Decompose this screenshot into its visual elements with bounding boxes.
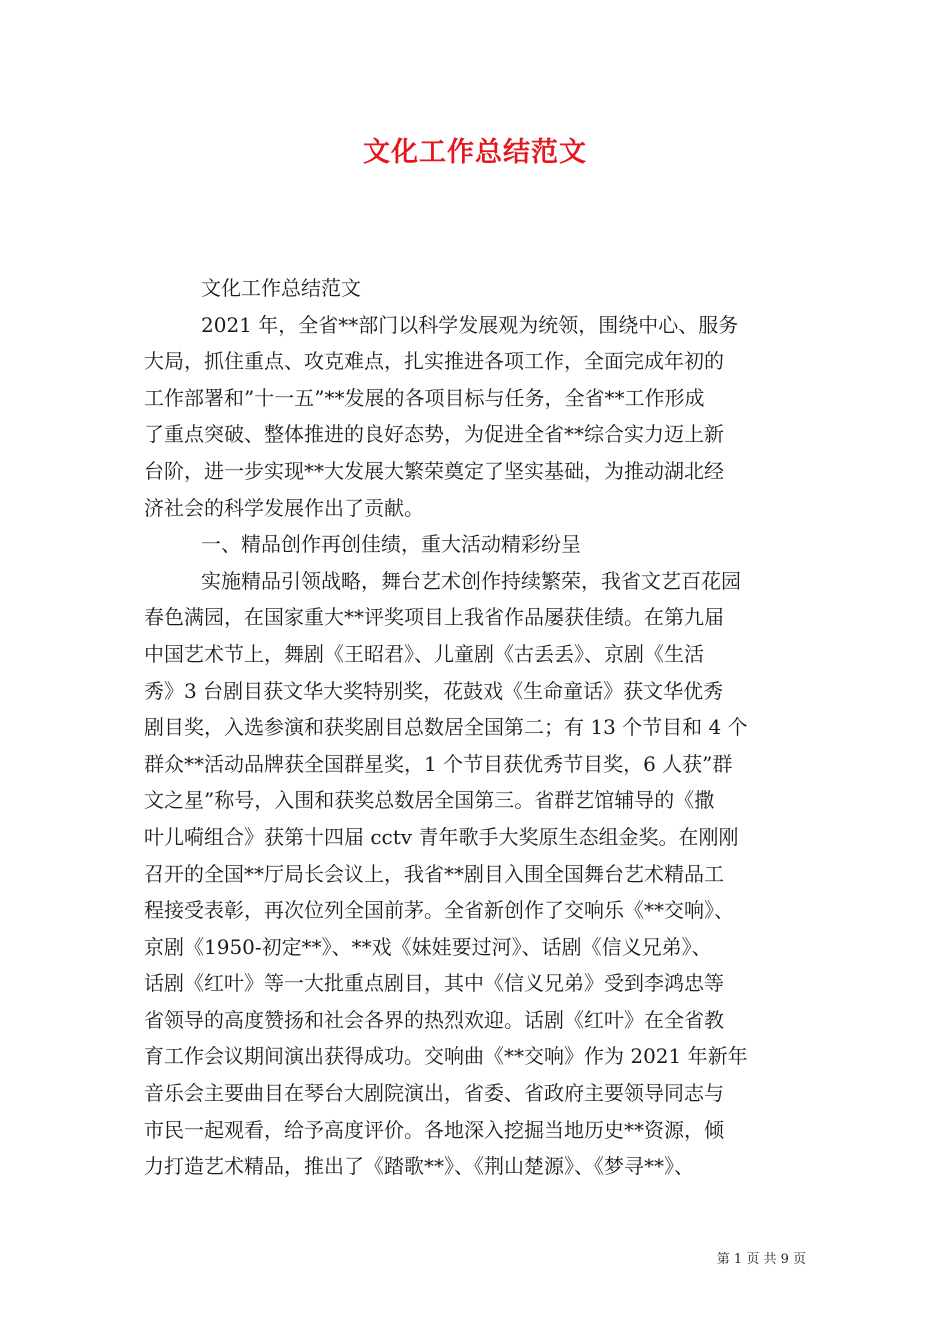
paragraph-line: 文之星”称号，入围和获奖总数居全国第三。省群艺馆辅导的《撒 (144, 788, 715, 813)
paragraph-line: 群众**活动品牌获全国群星奖，1 个节目获优秀节目奖，6 人获”群 (144, 751, 733, 776)
paragraph-line: 程接受表彰，再次位列全国前茅。全省新创作了交响乐《**交响》、 (144, 898, 734, 923)
paragraph-line: 剧目奖，入选参演和获奖剧目总数居全国第二；有 13 个节目和 4 个 (144, 715, 748, 740)
paragraph-line: 京剧《1950-初定**》、**戏《妹娃要过河》、话剧《信义兄弟》、 (144, 934, 712, 959)
paragraph-line: 育工作会议期间演出获得成功。交响曲《**交响》作为 2021 年新年 (144, 1044, 748, 1069)
page-number-footer: 第 1 页 共 9 页 (716, 1252, 806, 1267)
paragraph-line: 了重点突破、整体推进的良好态势，为促进全省**综合实力迈上新 (144, 422, 724, 447)
paragraph-line: 实施精品引领战略，舞台艺术创作持续繁荣，我省文艺百花园 (201, 568, 741, 593)
paragraph-line: 省领导的高度赞扬和社会各界的热烈欢迎。话剧《红叶》在全省教 (144, 1007, 724, 1032)
document-title: 文化工作总结范文 (363, 137, 587, 168)
paragraph-line: 话剧《红叶》等一大批重点剧目，其中《信义兄弟》受到李鸿忠等 (144, 971, 724, 996)
paragraph-line: 春色满园，在国家重大**评奖项目上我省作品屡获佳绩。在第九届 (144, 605, 724, 630)
paragraph-line: 工作部署和”十一五”**发展的各项目标与任务，全省**工作形成 (144, 385, 705, 410)
paragraph-line: 中国艺术节上，舞剧《王昭君》、儿童剧《古丢丢》、京剧《生活 (144, 641, 704, 666)
paragraph-line: 力打造艺术精品，推出了《踏歌**》、《荆山楚源》、《梦寻**》、 (144, 1154, 694, 1179)
paragraph-line: 文化工作总结范文 (201, 276, 361, 300)
paragraph-line: 大局，抓住重点、攻克难点，扎实推进各项工作，全面完成年初的 (144, 349, 724, 374)
paragraph-line: 2021 年，全省**部门以科学发展观为统领，围绕中心、服务 (201, 312, 739, 337)
paragraph-line: 济社会的科学发展作出了贡献。 (144, 495, 424, 520)
document-body (144, 270, 804, 1185)
paragraph-line: 叶儿嗬组合》获第十四届 cctv 青年歌手大奖原生态组金奖。在刚刚 (144, 824, 739, 849)
paragraph-line: 市民一起观看，给予高度评价。各地深入挖掘当地历史**资源，倾 (144, 1117, 724, 1142)
paragraph-line: 台阶，进一步实现**大发展大繁荣奠定了坚实基础，为推动湖北经 (144, 458, 724, 483)
paragraph-line: 召开的全国**厅局长会议上，我省**剧目入围全国舞台艺术精品工 (144, 861, 724, 886)
section-heading: 一、精品创作再创佳绩，重大活动精彩纷呈 (201, 532, 581, 557)
paragraph-line: 秀》3 台剧目获文华大奖特别奖，花鼓戏《生命童话》获文华优秀 (144, 678, 724, 703)
paragraph-line: 音乐会主要曲目在琴台大剧院演出，省委、省政府主要领导同志与 (144, 1081, 724, 1106)
